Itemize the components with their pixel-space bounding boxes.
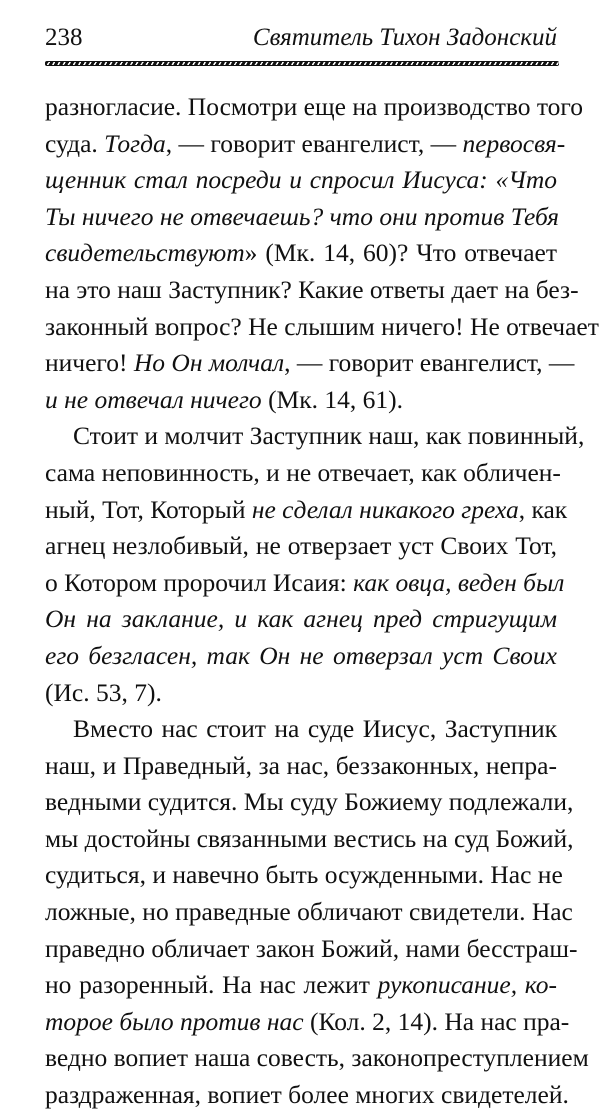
italic-quote-segment: торое было против нас (45, 1006, 304, 1036)
paragraph (45, 89, 599, 418)
text-line (45, 492, 568, 529)
text-segment: » (Мк. 14, 60)? Что отвечает (244, 238, 557, 268)
paragraph (45, 711, 589, 1114)
text-segment: суда. (45, 128, 105, 158)
text-line (45, 711, 557, 748)
text-line (45, 748, 557, 785)
text-line (45, 784, 574, 821)
page-header (45, 24, 557, 56)
text-segment: праведно обличает закон Божий, нами бесстраш- (45, 933, 578, 963)
text-segment: Вместо нас стоит на суде Иисус, Заступник (73, 714, 557, 744)
text-segment: на это наш Заступник? Какие ответы дает на без- (45, 274, 579, 304)
italic-quote-segment: Тогда (104, 128, 166, 158)
text-line (45, 382, 557, 419)
text-line (45, 162, 557, 199)
text-segment: ведными судится. Мы суду Божиему подлежали, (45, 787, 574, 817)
italic-quote-segment: не сделал никакого греха (251, 494, 519, 524)
italic-quote-segment: Но Он молчал (133, 348, 285, 378)
text-line (45, 345, 575, 382)
text-line (45, 199, 560, 236)
text-segment: , как (518, 494, 568, 524)
italic-quote-segment: рукописание, ко- (377, 970, 558, 1000)
text-segment: ложные, но праведные обличают свидетели. Нас (45, 897, 573, 927)
text-segment: ничего! (45, 348, 134, 378)
text-line (45, 1004, 570, 1041)
italic-quote-segment: и не отвечал ничего (45, 384, 262, 414)
text-segment: (Кол. 2, 14). На нас пра- (303, 1006, 570, 1036)
text-segment: законный вопрос? Не слышим ничего! Не отвечает (45, 311, 599, 341)
text-segment: (Мк. 14, 61). (261, 384, 403, 414)
text-segment: раздраженная, вопиет более многих свидетелей. (45, 1080, 569, 1110)
text-line (45, 455, 561, 492)
italic-quote-segment: свидетельствуют (45, 238, 245, 268)
text-segment: разногласие. Посмотри еще на производство того (45, 92, 583, 121)
text-line (45, 565, 565, 602)
italic-quote-segment: первосвя- (462, 128, 566, 158)
paragraph (45, 418, 585, 711)
text-line (45, 675, 557, 712)
text-line (45, 528, 557, 565)
text-segment: но разоренный. На нас лежит (45, 970, 378, 1000)
text-line (45, 235, 557, 272)
text-line (45, 857, 563, 894)
text-line (45, 821, 574, 858)
italic-quote-segment: щенник стал посреди и спросил Иисуса: «Что (45, 165, 557, 195)
italic-quote-segment: Ты ничего не отвечаешь? что они против Тебя (45, 201, 560, 231)
text-segment: о Котором пророчил Исаия: (45, 567, 354, 597)
text-segment: судиться, и навечно быть осужденными. Нас не (45, 860, 563, 890)
text-segment: , — говорит евангелист, — (165, 128, 463, 158)
text-segment: ведно вопиет наша совесть, законопреступлением (45, 1043, 589, 1073)
text-segment: наш, и Праведный, за нас, беззаконных, непра- (45, 750, 557, 780)
text-line (45, 1040, 589, 1077)
text-line (45, 638, 557, 675)
text-line (45, 126, 566, 163)
body-text (45, 89, 599, 1114)
italic-quote-segment: Он на заклание, и как агнец пред стригущим (45, 604, 557, 634)
italic-quote-segment: как овца, веден был (353, 567, 565, 597)
text-segment: сама неповинность, и не отвечает, как обличен- (45, 457, 561, 487)
text-segment: (Ис. 53, 7). (45, 677, 162, 707)
text-line (45, 931, 578, 968)
text-line (45, 272, 579, 309)
page-number: 238 (45, 24, 83, 51)
running-title: Святитель Тихон Задонский (252, 24, 557, 51)
text-segment: Стоит и молчит Заступник наш, как повинный, (73, 421, 585, 451)
text-line (45, 418, 585, 455)
text-line (45, 309, 599, 346)
text-segment: агнец незлобивый, не отверзает уст Своих Тот, (45, 531, 557, 561)
decorative-rope-rule (45, 61, 559, 66)
text-segment: , — говорит евангелист, — (284, 348, 575, 378)
text-line (45, 89, 583, 126)
text-segment: мы достойны связанными вестись на суд Божий, (45, 823, 574, 853)
text-line (45, 601, 557, 638)
text-line (45, 1077, 569, 1114)
text-line (45, 967, 557, 1004)
text-segment: ный, Тот, Который (45, 494, 252, 524)
text-line (45, 894, 573, 931)
italic-quote-segment: его безгласен, так Он не отверзал уст Своих (45, 640, 557, 670)
